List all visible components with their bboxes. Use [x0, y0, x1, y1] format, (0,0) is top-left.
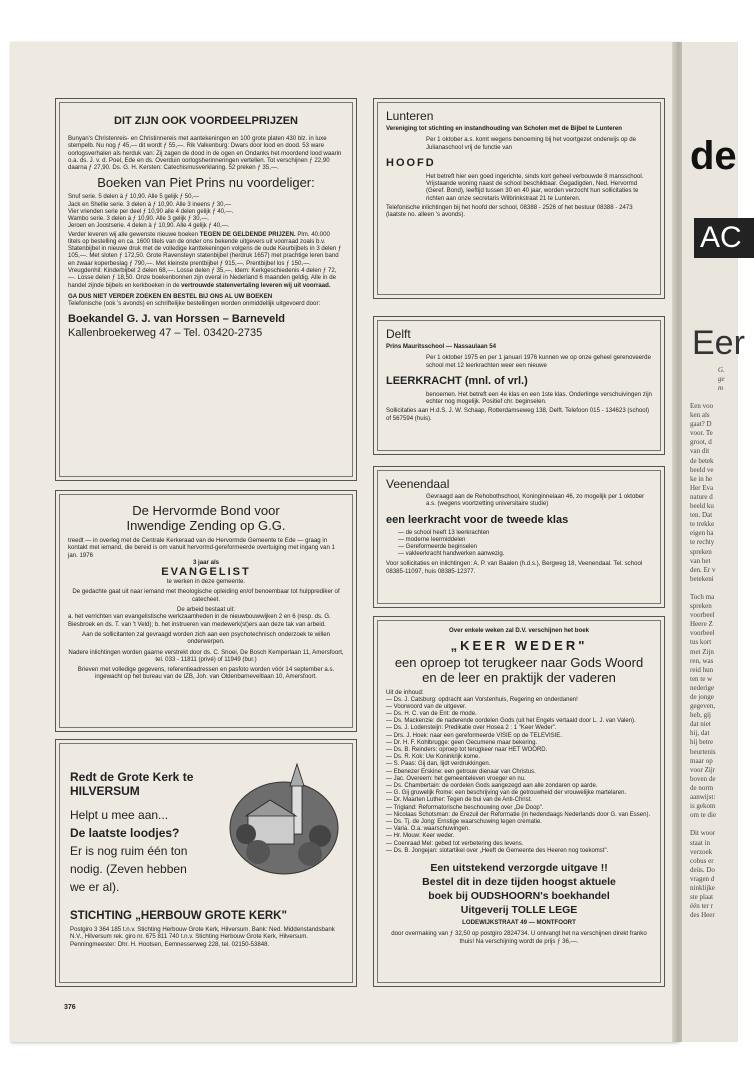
article-line: Dit woor: [690, 829, 716, 838]
list-item: — Coenraad Mel: gebed tot verbetering des levens.: [386, 840, 524, 847]
ad-role: een leerkracht voor de tweede klas: [386, 513, 569, 526]
article-line: de betek: [690, 456, 714, 465]
list-item: — Hr. Mouw: Keer weder.: [386, 833, 455, 840]
ad-line: nodig. (Zeven hebben: [70, 862, 187, 876]
banner-text: AC: [700, 221, 742, 254]
list-item: Jack en Shellie serie. 3 delen à ƒ 10,90. Alle 3 ineens ƒ 30,—: [68, 201, 232, 208]
list-item: — Ds. J. Catsburg: opdracht aan Vorstenhuis, Regering en onderdanen!: [386, 696, 578, 703]
list-item: — Drs. J. Hoek: naar een gereformeerde VISIE op de TELEVISIE.: [386, 732, 562, 739]
article-line: voorbeel: [690, 611, 715, 620]
article-line: van dit: [690, 447, 710, 456]
list-item: — Ds. Tj. de Jong: Ernstige waarschuwing tegen crematie.: [386, 819, 542, 826]
ad-keer-weder: [373, 616, 665, 987]
article-line: eigen ha: [690, 529, 714, 538]
ad-paragraph: Per 1 oktober 1975 en per 1 januari 1976 kunnen we op onze geheel gerenoveerde school met 12 leerkrachten weer een nieuwe: [426, 354, 651, 369]
article-line: nederige: [690, 683, 715, 692]
list-item: — Nicolaas Schotsman: de Erezuil der Reformatie (in hedendaags Nederlands door G. van Essen).: [386, 811, 651, 818]
list-item: — Varia. O.a. waarschuwingen.: [386, 826, 470, 833]
ad-role: HOOFD: [386, 156, 436, 169]
article-line: spreken: [690, 547, 712, 556]
ad-role: LEERKRACHT (mnl. of vrl.): [386, 374, 528, 387]
article-text-fragments: [690, 402, 716, 920]
article-line: tus kort: [690, 638, 712, 647]
ad-paragraph: De arbeid bestaat uit:: [177, 606, 235, 614]
article-line: nature d: [690, 492, 713, 501]
list-item: — Voorwoord van de uitgever.: [386, 703, 467, 710]
article-line: ke in he: [690, 474, 713, 483]
list-item: Vier vrienden serie per deel ƒ 10,90 alle 4 delen gelijk ƒ 40,—.: [68, 208, 234, 215]
ad-role: EVANGELIST: [161, 566, 251, 579]
list-item: — Gereformeerde beginselen: [398, 544, 478, 550]
promo-line: Uitgeverij TOLLE LEGE: [460, 904, 578, 917]
subtitle-line: ge: [718, 375, 725, 383]
subtitle-line: m: [718, 384, 724, 392]
article-line: aanwijst:: [690, 793, 716, 802]
facing-page: [682, 42, 745, 1042]
article-line: maar op: [690, 756, 713, 765]
shop-address: Kallenbroekerweg 47 – Tel. 03420-2735: [68, 327, 263, 340]
list-item: — Ds. Chambertain: de oordelen Gods aangezegd aan alle zondaren op aarde.: [386, 783, 598, 790]
headline-fragment: de: [690, 134, 737, 178]
ad-body: Verder leveren wij alle gewenste nieuwe boeken TEGEN DE GELDENDE PRIJZEN. Plm. 40.000 titels op bestelling en ca. 1600 titels van de onder ons bekende uitgevers uit voorraad zoals b.v. Statenbijbel in nieuwe druk met de volledige kanttekeningen volgens de oude Keurbijbels in 3 delen ƒ 105,—. Met sloten ƒ 172,50. Grote Ravensteyn statenbijbel (herdruk 1657) met prachtige leren band en zwaar koperbeslag ƒ 790,—. Met kleinste prentbijbel ƒ 915,—. Prentbijbel los ƒ 150,—. Vreugdenhil: Kinderbijbel 2 delen 68,—. Losse delen ƒ 35,—. Idem: Kerkgeschiedenis 4 delen ƒ 72,—. Losse delen ƒ 18,50. Onze boekenbonnen zijn overal in Nederland 6 maanden geldig. Alle in de handel zijnde bijbels en kerkboeken in de vertrouwde statenvertaling leveren wij uit voorraad.: [68, 230, 342, 289]
article-line: Heere Z: [690, 620, 713, 629]
article-line: gaat? D: [690, 420, 712, 429]
ad-delft-frame: [377, 320, 661, 451]
subtitle-fragment: [718, 366, 725, 393]
ad-caps: GA DUS NIET VERDER ZOEKEN EN BESTEL BIJ ONS AL UW BOEKEN: [68, 292, 273, 300]
article-line: betekeni: [690, 574, 714, 583]
list-item: Wambo serie. 3 delen à ƒ 10,90. Alle 3 gelijk ƒ 30,—.: [68, 216, 209, 223]
list-item: — Jac. Overeem: het gemeenteleven vroeger en nu.: [386, 775, 526, 782]
ad-keer-weder-frame: [377, 620, 661, 983]
banner-fragment: [694, 218, 754, 258]
list-item: — Ds. J. Lodensteijn: Predikatie over Hosea 2 : 1 "Keer Weder".: [386, 725, 557, 732]
article-line: verzoek: [690, 847, 713, 856]
article-line: één ter r: [690, 902, 713, 911]
article-line: beeld ku: [690, 502, 714, 511]
ad-paragraph: Aan de sollicitanten zal gevraagd worden zich aan een psychotechnisch onderzoek te willen onderwerpen.: [82, 630, 330, 646]
ad-title: Redt de Grote Kerk te: [70, 770, 194, 784]
ad-paragraph: Voor sollicitaties en inlichtingen: A. P. van Baalen (h.d.s.), Bergweg 18, Veenendaal. Tel. school 08385-11097, huis 08385-12377.: [386, 560, 643, 575]
school-features-list: [386, 530, 652, 559]
article-line: beeld ve: [690, 465, 714, 474]
list-item: Jeroen en Joostserie. 4 delen à ƒ 10,90. Alle 4 gelijk ƒ 40,—.: [68, 223, 230, 230]
foundation-details: Postgiro 3 364 185 t.n.v. Stichting Herbouw Grote Kerk, Hilversum. Bank: Ned. Middenstandsbank N.V., Hilversum rek. giro nr. 675 811 740 t.n.v. Stichting Herbouw Grote Kerk, Hilversum. Penningmeester: Dhr. H. Hootsen, Eemnesserweg 228, tel. 02150-53848.: [70, 926, 335, 948]
ad-grote-kerk: [55, 739, 357, 987]
article-line: reid hun: [690, 665, 714, 674]
article-heading-fragment: Eer: [692, 324, 745, 362]
ad-paragraph: De gedachte gaat uit naar iemand met theologische opleiding en/of benoembaar tot hulpprediker of catecheet.: [72, 588, 340, 603]
ad-lead: Over enkele weken zal D.V. verschijnen het boek: [449, 627, 589, 634]
article-line: cobus er: [690, 856, 714, 865]
list-item: — de school heeft 13 leerkrachten: [398, 529, 490, 536]
list-item: — Dr. Maarten Luther: Tegen de bui van de Anti-Christ.: [386, 797, 532, 804]
ad-veenendaal: [373, 466, 665, 608]
article-line: de norm: [690, 783, 714, 792]
article-line: hij betre: [690, 738, 714, 747]
list-item: — vakleerkracht handwerken aanwezig.: [398, 551, 505, 558]
publisher-address: LODEWIJKSTRAAT 49 — MONTFOORT: [462, 919, 576, 927]
ad-paragraph: Het betreft hier een goed ingerichte, sinds kort geheel verbouwde 8 mansschool. Vrijstaande woning naast de school beschikbaar. Gegadigden, Ned. Hervormd (Geref. Bond), leeftijd tussen 30 en 40 jaar, worden verzocht hun sollicitaties te richten aan onze secretaris Wilbrinkstraat 21 te Lunteren.: [426, 172, 644, 202]
article-line: ten te w: [690, 674, 713, 683]
ad-paragraph: Sollicitaties aan H.d.S. J. W. Schaap, Rotterdamseweg 138, Delft. Telefoon 015 - 134623 (school) of 567594 (huis).: [386, 407, 650, 422]
ad-delft: [373, 316, 665, 455]
article-line: vragen d: [690, 874, 715, 883]
list-item: — moderne leermiddelen: [398, 536, 466, 543]
ad-title-2: HILVERSUM: [70, 784, 140, 798]
article-line: dat niet: [690, 720, 711, 729]
ad-paragraph: Per 1 oktober a.s. komt wegens benoeming bij het voortgezet onderwijs op de Julianaschool vrij de functie van: [426, 136, 637, 151]
church-illustration: [228, 762, 340, 880]
article-line: ste plaat: [690, 893, 714, 902]
article-line: deüs. Do: [690, 865, 715, 874]
article-line: ninklijke: [690, 883, 715, 892]
ad-role-sub: te werken in deze gemeente.: [166, 578, 246, 586]
ad-veenendaal-frame: [377, 470, 661, 604]
ad-line: De laatste loodjes?: [70, 826, 180, 840]
article-line: voor Zijr: [690, 765, 716, 774]
ad-title: De Hervormde Bond voor: [132, 503, 280, 518]
promo-line: Bestel dit in deze tijden hoogst aktuele: [422, 876, 616, 889]
shop-name: Boekandel G. J. van Horssen – Barneveld: [68, 313, 286, 326]
ad-paragraph: Brieven met volledige gegevens, referentieadressen en pasfoto worden vóór 14 september a.s. ingewacht op het bureau van de IZB, Joh. van Oldenbarneveltlaan 10, Amersfoort.: [77, 666, 335, 681]
book-subtitle: een oproep tot terugkeer naar Gods Woord: [394, 655, 644, 671]
list-item: — S. Paas: Gij dan, lijdt verdrukkingen.: [386, 761, 491, 768]
ad-grote-kerk-frame: [59, 743, 353, 983]
article-line: met Zijn: [690, 647, 714, 656]
article-line: te trekke: [690, 520, 715, 529]
subtitle-line: G.: [718, 366, 725, 374]
ad-line: we er al).: [70, 880, 120, 894]
article-line: spreken: [690, 602, 712, 611]
article-line: om te die: [690, 811, 717, 820]
ad-org: Vereniging tot stichting en instandhouding van Scholen met de Bijbel te Lunteren: [386, 125, 622, 132]
ad-footer: door overmaking van ƒ 32,50 op postgiro 2824734. U ontvangt het na verschijnen direkt franko thuis! Na verschijning wordt de prijs ƒ 36,—.: [391, 930, 647, 945]
article-line: [690, 820, 716, 829]
book-title: „KEER WEDER": [450, 638, 588, 654]
article-line: Her Eva: [690, 483, 714, 492]
ad-city: Veenendaal: [386, 477, 450, 491]
ad-line: Er is nog ruim één ton: [70, 844, 188, 858]
ad-paragraph: Nadere inlichtingen worden gaarne verstrekt door ds. C. Snoei, De Bosch Kemperlaan 11, Amersfoort, tel. 033 - 11811 (privé) of 11949 (bur.): [68, 648, 344, 663]
ad-paragraph: Gevraagd aan de Rehobothschool, Koninginnelaan 46, zo mogelijk per 1 oktober a.s. (wegens voortzetting universitaire studie): [426, 493, 645, 508]
article-line: voorbeel: [690, 629, 715, 638]
ad-line: Helpt u mee aan...: [70, 808, 169, 822]
ad-paragraph: treedt — in overleg met de Centrale Kerkeraad van de Hervormde Gemeente te Ede — graag in kontakt met iemand, die bereid is om vanuit hervormd-gereformeerde overtuiging met ingang van 1 jan. 1976: [68, 537, 335, 559]
article-line: gegeven,: [690, 702, 716, 711]
list-item: — G. Gij gruwelijk Rome: een beschrijving van de getrouwheid der vrouwelijke martelaren.: [386, 790, 627, 797]
ad-lunteren: [373, 98, 665, 299]
article-line: groot, d: [690, 438, 712, 447]
article-line: is gekom: [690, 802, 716, 811]
article-line: boven de: [690, 774, 716, 783]
ad-city: Lunteren: [386, 109, 434, 123]
list-item: — Ds. B. Jongejan: slotartikel over „Heeft de Gemeente des Heeren nog toekomst".: [386, 847, 609, 854]
article-line: [690, 584, 716, 593]
article-line: Een voo: [690, 402, 714, 410]
article-line: ren, was: [690, 656, 714, 665]
ad-hervormde-bond-frame: [59, 494, 353, 728]
list-item: — Ds. R. Kok: Uw Koninkrijk kome.: [386, 754, 481, 761]
ad-school: Prins Mauritsschool — Nassaulaan 54: [386, 343, 497, 350]
piet-prins-list: [68, 194, 344, 230]
article-line: Toch ma: [690, 592, 715, 601]
ad-title-2: Inwendige Zending op G.G.: [126, 518, 286, 533]
contents-list: [386, 697, 652, 855]
article-line: des Heer: [690, 911, 715, 920]
page-number: 376: [64, 1004, 76, 1011]
ad-paragraph: Telefonische inlichtingen bij het hoofd der school, 08388 - 2526 of het bestuur 08388 - 2473 (laatste no. alleen 's avonds).: [386, 204, 633, 219]
ad-voordeelprijzen: [55, 98, 357, 481]
ad-phone: Telefonische (ook 's avonds) en schriftelijke bestellingen worden onmiddellijk uitgevoerd door:: [68, 300, 321, 308]
list-item: — Ds. B. Reinders: oproep tot terugkeer naar HET WOORD.: [386, 747, 548, 754]
promo-block: [386, 861, 652, 917]
ad-years: 3 jaar als: [192, 558, 220, 566]
ad-paragraph: a. het verrichten van evangelistische werkzaamheden in de nieuwbouwwijken 2 en 6 (resp. ds. G. Biesbroek en ds. T. van 't Veld); b. het instrueren van medewerk(st)ers aan deze tak van arbeid.: [68, 613, 331, 628]
article-line: van het: [690, 556, 711, 565]
article-line: den. Er v: [690, 565, 716, 574]
article-line: beurtenis: [690, 747, 716, 756]
ad-title: DIT ZIJN OOK VOORDEELPRIJZEN: [114, 115, 298, 127]
article-line: ken als: [690, 411, 710, 420]
list-item: — Dr. H. F. Kohlbrugge: geen Oecumene maar bekering.: [386, 739, 538, 746]
ad-subtitle: Boeken van Piet Prins nu voordeliger:: [97, 175, 315, 191]
list-item: — Trigland: Reformatorische beschouwing over „De Doop".: [386, 804, 544, 811]
foundation-name: STICHTING „HERBOUW GROTE KERK": [70, 910, 287, 922]
article-line: staat in: [690, 838, 711, 847]
article-line: de jonge: [690, 693, 714, 701]
ad-hervormde-bond: [55, 490, 357, 732]
list-item: — Ds. H. C. van de Ent: de mode.: [386, 711, 477, 717]
ad-city: Delft: [386, 327, 411, 341]
ad-lunteren-frame: [377, 102, 661, 295]
ad-paragraph: benoemen. Het betreft een 4e klas en een 1ste klas. Onderlinge verschuivingen zijn echter nog mogelijk. Positief chr. beginselen.: [426, 390, 652, 406]
ad-voordeelprijzen-frame: [59, 102, 353, 477]
contents-heading: Uit de inhoud:: [386, 689, 424, 697]
article-line: hij, dat: [690, 729, 710, 738]
article-line: ten. Dat: [690, 511, 713, 520]
article-line: te rechty: [690, 538, 715, 547]
promo-line: Een uitstekend verzorgde uitgave !!: [430, 862, 608, 875]
promo-line: boek bij OUDSHOORN's boekhandel: [428, 890, 610, 903]
magazine-page: [10, 42, 678, 1042]
article-line: voor. Te: [690, 429, 713, 438]
list-item: — Ds. Mackenzie: de naderende oordelen Gods (uit het Engels vertaald door L. J. van Valen).: [386, 718, 636, 725]
article-line: heb, gij: [690, 711, 711, 720]
list-item: — Ebenezer Erskine: een getrouw dienaar van Christus.: [386, 768, 536, 775]
list-item: Snuf serie. 5 delen à ƒ 10,90. Alle 5 gelijk ƒ 50,—: [68, 194, 200, 201]
ad-intro: Bunyan's Christenreis- en Christinnereis met aantekeningen en 100 grote platen 430 blz. in luxe stempelb. Nu nog ƒ 45,— dit wordt ƒ 55,—. Rik Valkenburg: Dwars door lood en dood. 53 ware oorlogsverhalen als herduk van: Zij zagen de dood in de ogen en Ondanks het moordend lood waarin o.a. ds. J. v. d. Poel, Ede en ds. Overduin oorlogsherinneringen vertellen. Tot verschijnen ƒ 22,90 daarna ƒ 27,90. Ds. G. H. Kersten: Catechismusverklaring. 52 preken ƒ 35,—.: [68, 135, 342, 172]
book-subtitle-2: en de leer en praktijk der vaderen: [422, 670, 616, 686]
